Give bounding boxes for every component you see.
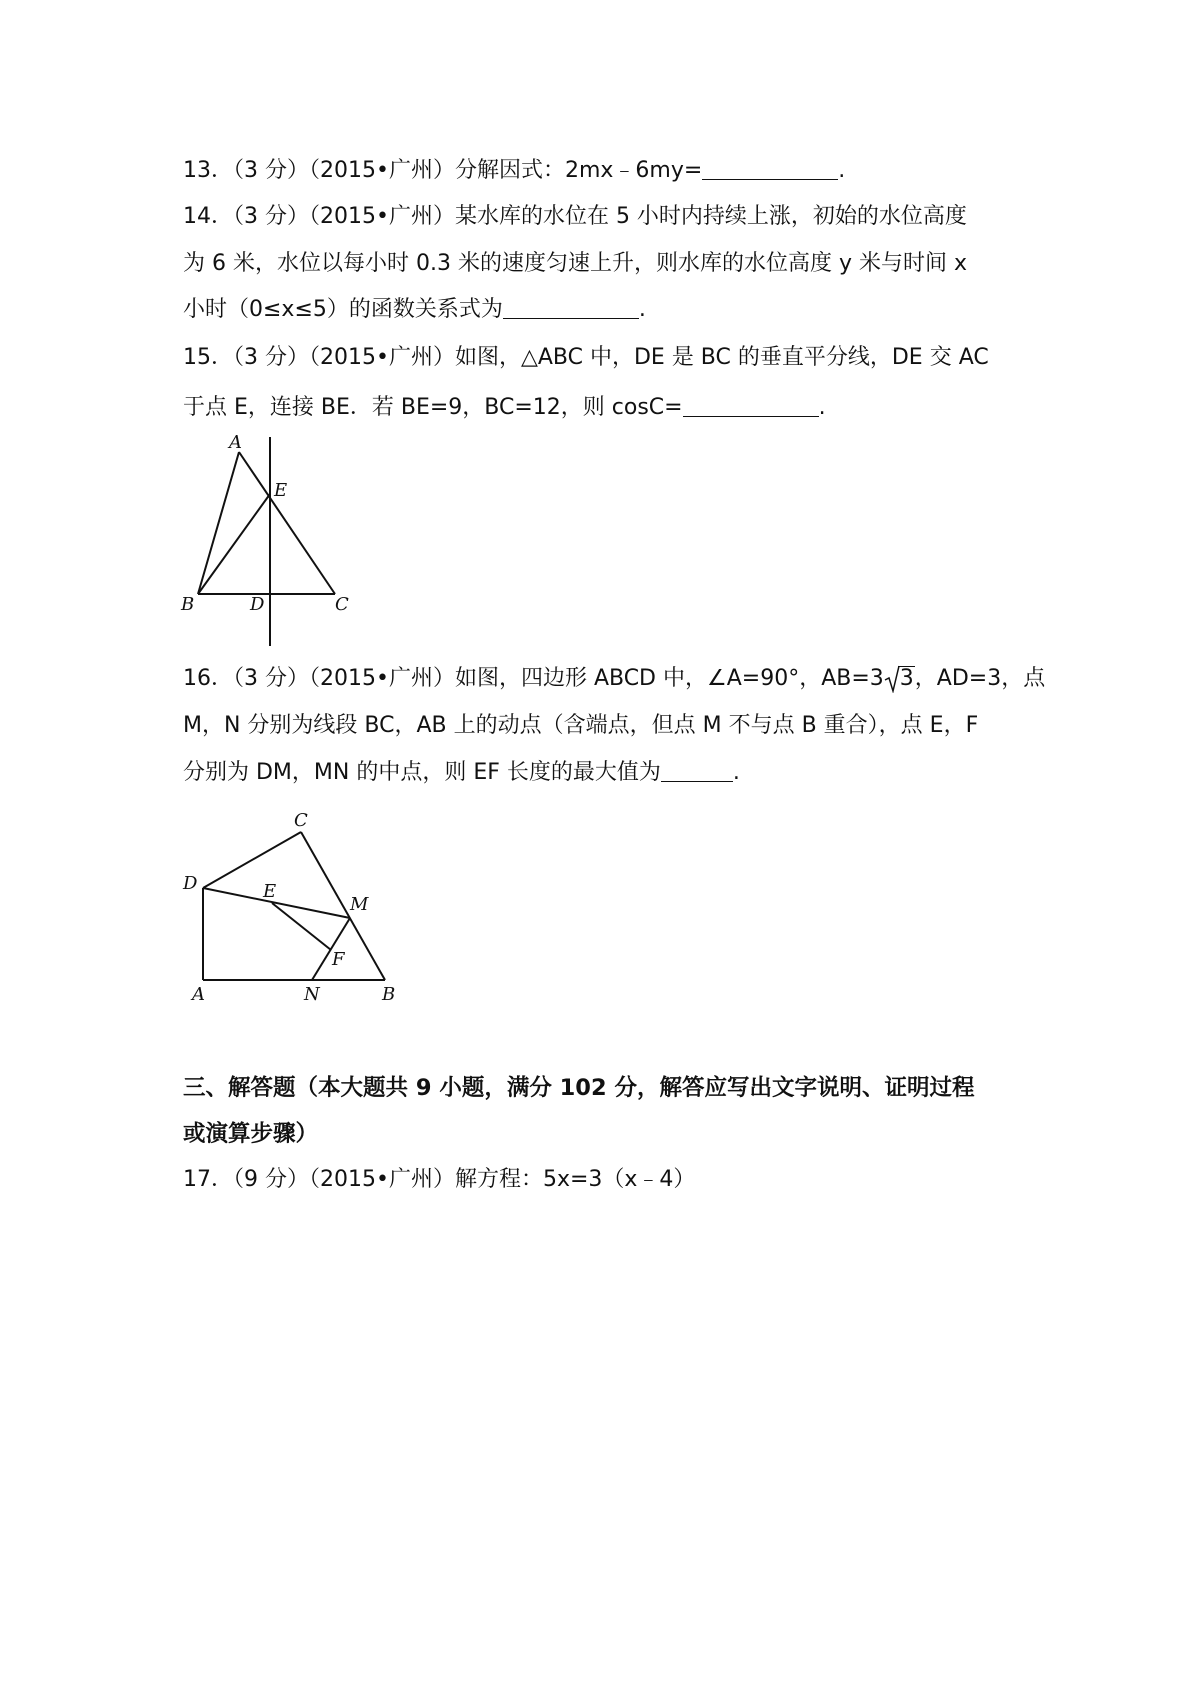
figure-triangle-abc: [176, 432, 376, 650]
answer-blank-13[interactable]: [702, 157, 838, 180]
label-n: N: [304, 984, 320, 1005]
answer-blank-15[interactable]: [683, 394, 819, 417]
label-d: D: [250, 594, 265, 615]
question-16-line-1-text: 16．（3 分）（2015•广州）如图，四边形 ABCD 中，∠A=90°，AB=3: [183, 666, 884, 691]
label-c: C: [335, 594, 349, 615]
question-16-line-3-text: 分别为 DM，MN 的中点，则 EF 长度的最大值为: [183, 760, 661, 785]
question-14-line-2: 为 6 米，水位以每小时 0.3 米的速度匀速上升，则水库的水位高度 y 米与时间 x: [183, 251, 967, 276]
sqrt-3: [884, 664, 915, 694]
label-f: F: [332, 949, 345, 970]
label-e: E: [274, 480, 288, 501]
question-16-line-1: [183, 664, 1045, 694]
question-14-line-3-text: 小时（0≤x≤5）的函数关系式为: [183, 297, 503, 322]
question-15-line-2-text: 于点 E，连接 BE．若 BE=9，BC=12，则 cosC=: [183, 395, 683, 420]
question-15-line-2: [183, 393, 826, 423]
question-14-end: .: [638, 297, 646, 322]
question-16-line-2: M，N 分别为线段 BC，AB 上的动点（含端点，但点 M 不与点 B 重合），点 E，F: [183, 713, 979, 738]
question-16-line-1-end: ，AD=3，点: [914, 666, 1046, 691]
question-14-line-3: [183, 295, 646, 325]
answer-blank-16[interactable]: [661, 759, 733, 782]
section-3-heading-line-1: 三、解答题（本大题共 9 小题，满分 102 分，解答应写出文字说明、证明过程: [183, 1075, 975, 1101]
label-e: E: [263, 881, 277, 902]
segment-ab: [198, 452, 239, 594]
label-a: A: [229, 432, 242, 453]
question-13-text: 13．（3 分）（2015•广州）分解因式：2mx﹣6my=: [183, 158, 703, 183]
label-m: M: [350, 894, 369, 915]
label-a: A: [192, 984, 205, 1005]
question-14-line-1: 14．（3 分）（2015•广州）某水库的水位在 5 小时内持续上涨，初始的水位高度: [183, 204, 967, 229]
label-d: D: [183, 873, 198, 894]
question-15-line-1: 15．（3 分）（2015•广州）如图，△ABC 中，DE 是 BC 的垂直平分线，DE 交 AC: [183, 345, 989, 370]
label-b: B: [382, 984, 396, 1005]
question-13: [183, 156, 845, 186]
answer-blank-14[interactable]: [503, 296, 639, 319]
sqrt-radicand: 3: [899, 666, 914, 691]
question-15-end: .: [818, 395, 826, 420]
question-16-line-3: [183, 758, 740, 788]
section-3-heading-line-2: 或演算步骤）: [183, 1121, 319, 1147]
segment-dc: [203, 832, 301, 888]
figure-quadrilateral-abcd: [180, 800, 410, 1010]
label-c: C: [294, 810, 308, 831]
segment-be: [198, 494, 270, 594]
label-b: B: [181, 594, 195, 615]
question-13-end: .: [838, 158, 846, 183]
segment-dm: [203, 888, 350, 918]
segment-ef: [272, 903, 331, 950]
segment-ac: [239, 452, 335, 594]
question-17: 17．（9 分）（2015•广州）解方程：5x=3（x﹣4）: [183, 1167, 696, 1192]
question-16-end: .: [732, 760, 740, 785]
